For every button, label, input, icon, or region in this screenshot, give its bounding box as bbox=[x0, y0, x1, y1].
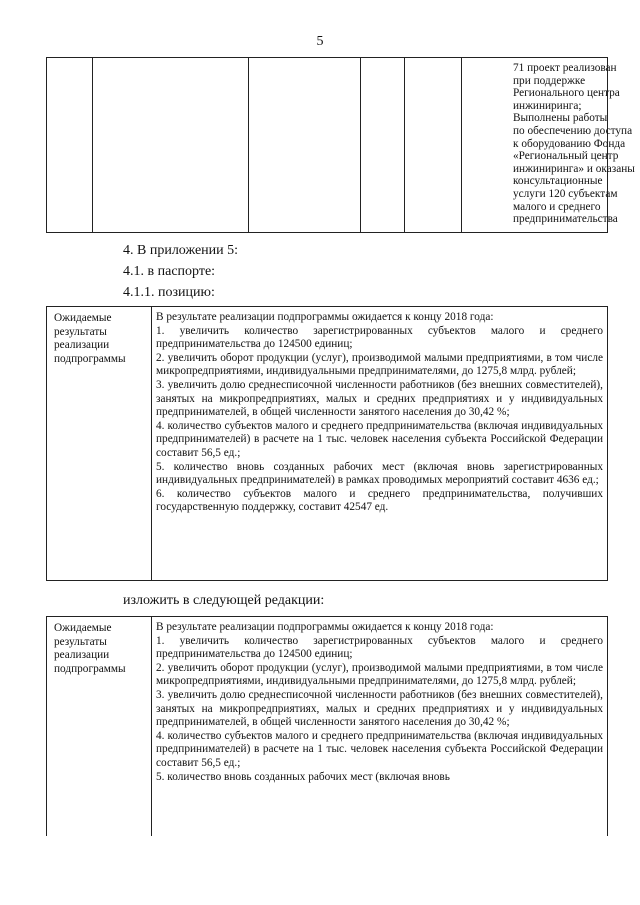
note-line: предпринимательства bbox=[513, 213, 618, 226]
table-column-divider bbox=[404, 58, 405, 232]
row-label: Ожидаемые результаты реализации подпрограммы bbox=[54, 312, 126, 365]
note-line: к оборудованию Фонда bbox=[513, 137, 626, 150]
content-item: 3. увеличить долю среднесписочной численности работников (без внешних совместителей), занятых на микропредприятиях, малых и средних предприятиях и у индивидуальных предпринимателей, в общей численности занятого населения до 30,42 %; bbox=[156, 378, 603, 419]
content-item: В результате реализации подпрограммы ожидается к концу 2018 года: bbox=[156, 311, 494, 323]
content-item: 5. количество вновь созданных рабочих мест (включая вновь bbox=[156, 770, 450, 783]
table-column-divider bbox=[92, 58, 93, 232]
table-column-divider bbox=[360, 58, 361, 232]
paragraph-new-wording: изложить в следующей редакции: bbox=[123, 593, 325, 608]
row-label: Ожидаемые результаты реализации подпрограммы bbox=[54, 622, 126, 675]
content-item: В результате реализации подпрограммы ожидается к концу 2018 года: bbox=[156, 621, 494, 633]
content-item: 4. количество субъектов малого и среднего предпринимательства (включая индивидуальных предпринимателей) в расчете на 1 тыс. человек населения субъекта Российской Федерации составит 56,5 ед.; bbox=[156, 419, 603, 459]
table-current-version bbox=[46, 306, 608, 581]
table-column-divider bbox=[151, 307, 152, 580]
content-item: 6. количество субъектов малого и среднего предпринимательства, получивших государственную поддержку, составит 42547 ед. bbox=[156, 487, 603, 514]
results-note bbox=[513, 62, 640, 226]
note-line: Выполнены работы bbox=[513, 112, 608, 125]
note-line: 71 проект реализован bbox=[513, 62, 617, 74]
table-column-divider bbox=[461, 58, 462, 232]
table-new-version bbox=[46, 616, 608, 836]
note-line: услуги 120 субъектам bbox=[513, 187, 618, 200]
content-item: 1. увеличить количество зарегистрированных субъектов малого и среднего предпринимательства до 124500 единиц; bbox=[156, 634, 603, 661]
content-item: 2. увеличить оборот продукции (услуг), производимой малыми предприятиями, в том числе микропредприятиями, индивидуальными предпринимателями, до 1275,8 млрд. рублей; bbox=[156, 661, 603, 688]
page-number: 5 bbox=[316, 34, 324, 49]
note-line: инжиниринга» и оказаны bbox=[513, 162, 635, 175]
table-column-divider bbox=[151, 617, 152, 836]
note-line: инжиниринга; bbox=[513, 99, 582, 112]
note-line: «Региональный центр bbox=[513, 150, 619, 163]
paragraph-position: 4.1.1. позицию: bbox=[123, 285, 215, 300]
content-item: 4. количество субъектов малого и среднего предпринимательства (включая индивидуальных предпринимателей) в расчете на 1 тыс. человек населения субъекта Российской Федерации составит 56,5 ед.; bbox=[156, 729, 603, 769]
note-line: малого и среднего bbox=[513, 200, 601, 213]
content-item: 2. увеличить оборот продукции (услуг), производимой малыми предприятиями, в том числе микропредприятиями, индивидуальными предпринимателями, до 1275,8 млрд. рублей; bbox=[156, 351, 603, 378]
row-content bbox=[156, 621, 603, 784]
table-column-divider bbox=[248, 58, 249, 232]
row-content bbox=[156, 311, 603, 515]
paragraph-appendix-5: 4. В приложении 5: bbox=[123, 243, 239, 258]
continued-table bbox=[46, 57, 635, 233]
note-line: по обеспечению доступа bbox=[513, 124, 633, 137]
content-item: 3. увеличить долю среднесписочной численности работников (без внешних совместителей), занятых на микропредприятиях, малых и средних предприятиях и у индивидуальных предпринимателей, в общей численности занятого населения до 30,42 %; bbox=[156, 688, 603, 729]
content-item: 5. количество вновь созданных рабочих мест (включая вновь зарегистрированных индивидуальных предпринимателей) в рамках проводимых мероприятий составит 4636 ед.; bbox=[156, 460, 603, 487]
paragraph-passport: 4.1. в паспорте: bbox=[123, 264, 216, 279]
note-line: при поддержке bbox=[513, 74, 586, 87]
note-line: консультационные bbox=[513, 175, 603, 188]
note-line: Регионального центра bbox=[513, 87, 620, 100]
content-item: 1. увеличить количество зарегистрированных субъектов малого и среднего предпринимательства до 124500 единиц; bbox=[156, 324, 603, 351]
